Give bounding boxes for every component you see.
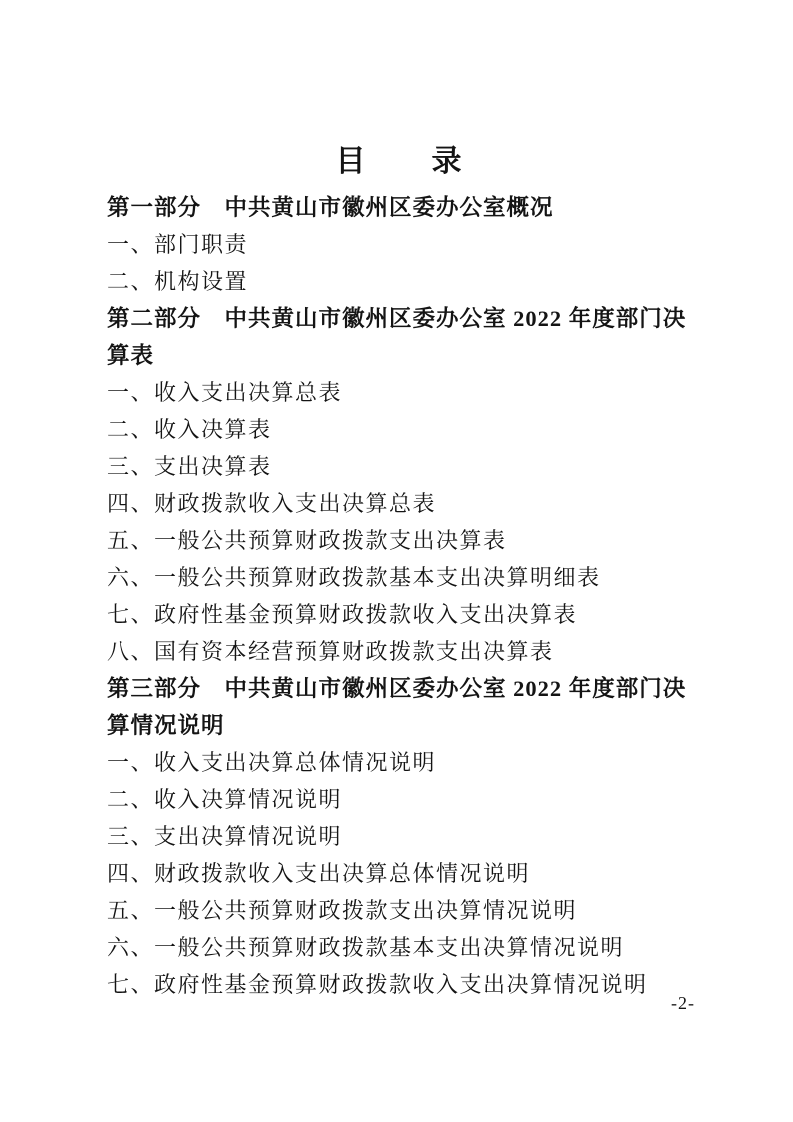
toc-item: 三、支出决算表: [107, 454, 272, 479]
toc-item: 五、一般公共预算财政拨款支出决算表: [107, 528, 507, 553]
toc-item: 四、财政拨款收入支出决算总体情况说明: [107, 861, 531, 886]
toc-item: 一、收入支出决算总体情况说明: [107, 750, 437, 775]
toc-item: 一、部门职责: [107, 232, 249, 257]
page-number: -2-: [671, 993, 695, 1013]
page-title: 目 录: [335, 145, 464, 178]
toc-item: 八、国有资本经营预算财政拨款支出决算表: [107, 639, 554, 664]
toc-item: 一、收入支出决算总表: [107, 380, 343, 405]
toc-item: 二、收入决算表: [107, 417, 272, 442]
toc-section-heading: 第二部分 中共黄山市徽州区委办公室 2022 年度部门决算表: [107, 306, 687, 368]
toc-item: 六、一般公共预算财政拨款基本支出决算明细表: [107, 565, 601, 590]
toc-item: 四、财政拨款收入支出决算总表: [107, 491, 437, 516]
toc-item: 七、政府性基金预算财政拨款收入支出决算情况说明: [107, 972, 648, 997]
toc-item: 二、机构设置: [107, 269, 249, 294]
toc-section-part2: [107, 300, 692, 670]
table-of-contents: [107, 140, 692, 1003]
toc-item: 五、一般公共预算财政拨款支出决算情况说明: [107, 898, 578, 923]
toc-item: 三、支出决算情况说明: [107, 824, 343, 849]
toc-section-part3: [107, 670, 692, 1003]
toc-section-heading: 第三部分 中共黄山市徽州区委办公室 2022 年度部门决算情况说明: [107, 676, 687, 738]
toc-item: 七、政府性基金预算财政拨款收入支出决算表: [107, 602, 578, 627]
toc-item: 六、一般公共预算财政拨款基本支出决算情况说明: [107, 935, 625, 960]
toc-item: 二、收入决算情况说明: [107, 787, 343, 812]
toc-section-heading: 第一部分 中共黄山市徽州区委办公室概况: [107, 195, 554, 220]
toc-section-part1: [107, 189, 692, 300]
